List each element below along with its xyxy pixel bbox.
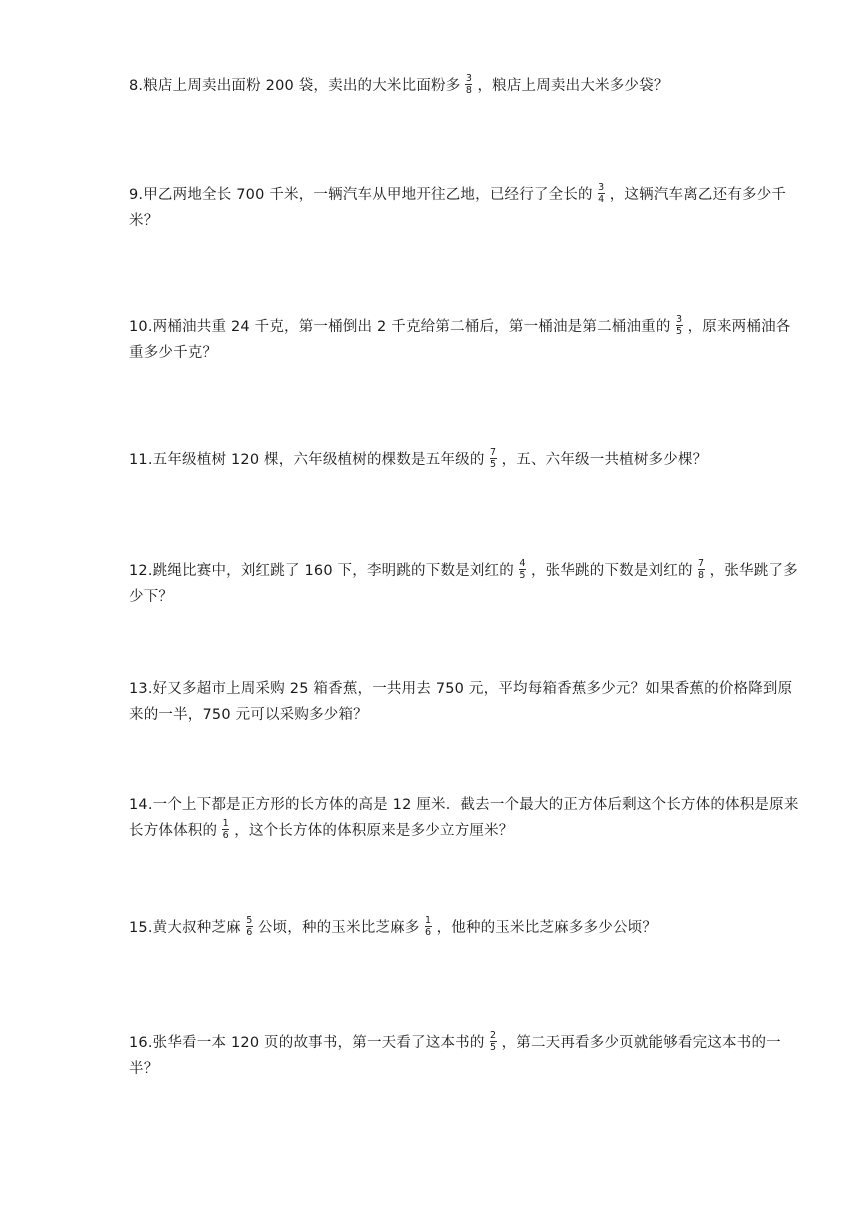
fraction-numerator: 5 bbox=[246, 915, 253, 926]
question-8 bbox=[129, 73, 805, 99]
question-text: ，他种的玉米比芝麻多多少公顷？ bbox=[436, 920, 658, 936]
fraction-denominator: 8 bbox=[698, 570, 705, 581]
fraction bbox=[465, 74, 472, 96]
question-text: 12.跳绳比赛中，刘红跳了 160 下，李明跳的下数是刘红的 bbox=[129, 563, 514, 579]
fraction-denominator: 4 bbox=[598, 194, 605, 205]
fraction bbox=[698, 559, 705, 581]
question-text: 11.五年级植树 120 棵，六年级植树的棵数是五年级的 bbox=[129, 452, 485, 468]
question-text: 14.一个上下都是正方形的长方体的高是 12 厘米．截去一个最大的正方体后剩这个长方体的体积是原来长方体体积的 bbox=[129, 797, 799, 839]
fraction bbox=[598, 183, 605, 205]
fraction-denominator: 6 bbox=[246, 927, 253, 938]
question-text: 16.张华看一本 120 页的故事书，第一天看了这本书的 bbox=[129, 1035, 485, 1051]
question-14 bbox=[129, 792, 805, 844]
question-15 bbox=[129, 915, 805, 941]
fraction-denominator: 8 bbox=[465, 85, 473, 96]
question-text: ，五、六年级一共植树多少棵？ bbox=[501, 452, 708, 468]
fraction bbox=[519, 559, 526, 581]
question-text: ，原来两桶油各重多少千克？ bbox=[129, 319, 791, 361]
question-text: ，第二天再看多少页就能够看完这本书的一半？ bbox=[129, 1035, 781, 1077]
question-10 bbox=[129, 314, 805, 366]
fraction-numerator: 7 bbox=[698, 558, 705, 569]
question-text: ，粮店上周卖出大米多少袋？ bbox=[477, 78, 669, 94]
fraction bbox=[490, 1031, 497, 1053]
fraction-denominator: 5 bbox=[519, 570, 526, 581]
fraction-numerator: 1 bbox=[424, 915, 432, 926]
fraction-numerator: 2 bbox=[489, 1030, 497, 1041]
fraction-numerator: 3 bbox=[465, 73, 473, 84]
fraction-denominator: 6 bbox=[222, 830, 229, 841]
fraction-denominator: 5 bbox=[489, 1042, 497, 1053]
question-text: ，这个长方体的体积原来是多少立方厘米？ bbox=[234, 823, 514, 839]
question-text: 10.两桶油共重 24 千克，第一桶倒出 2 千克给第二桶后，第一桶油是第二桶油重的 bbox=[129, 319, 671, 335]
fraction-numerator: 4 bbox=[519, 558, 526, 569]
question-11 bbox=[129, 447, 805, 473]
question-16 bbox=[129, 1030, 805, 1082]
question-text: 8.粮店上周卖出面粉 200 袋，卖出的大米比面粉多 bbox=[129, 78, 461, 94]
fraction bbox=[425, 916, 432, 938]
fraction bbox=[676, 315, 683, 337]
fraction-numerator: 3 bbox=[598, 182, 605, 193]
question-9 bbox=[129, 182, 805, 234]
fraction-numerator: 3 bbox=[675, 314, 683, 325]
fraction-denominator: 5 bbox=[489, 459, 497, 470]
fraction-numerator: 7 bbox=[489, 447, 497, 458]
question-text: 15.黄大叔种芝麻 bbox=[129, 920, 241, 936]
fraction-denominator: 6 bbox=[424, 927, 432, 938]
question-text: 公顷，种的玉米比芝麻多 bbox=[257, 920, 420, 936]
fraction-numerator: 1 bbox=[222, 818, 229, 829]
question-text: 13.好又多超市上周采购 25 箱香蕉，一共用去 750 元，平均每箱香蕉多少元？如果香蕉的价格降到原来的一半，750 元可以采购多少箱？ bbox=[129, 681, 793, 723]
question-13 bbox=[129, 676, 805, 728]
question-12 bbox=[129, 558, 805, 610]
fraction bbox=[490, 448, 497, 470]
question-text: 9.甲乙两地全长 700 千米，一辆汽车从甲地开往乙地，已经行了全长的 bbox=[129, 187, 593, 203]
question-text: ，张华跳的下数是刘红的 bbox=[530, 563, 693, 579]
question-text: ，这辆汽车离乙还有多少千米？ bbox=[129, 187, 787, 229]
fraction bbox=[222, 819, 229, 841]
fraction bbox=[246, 916, 253, 938]
question-text: ，张华跳了多少下？ bbox=[129, 563, 798, 605]
fraction-denominator: 5 bbox=[675, 326, 683, 337]
